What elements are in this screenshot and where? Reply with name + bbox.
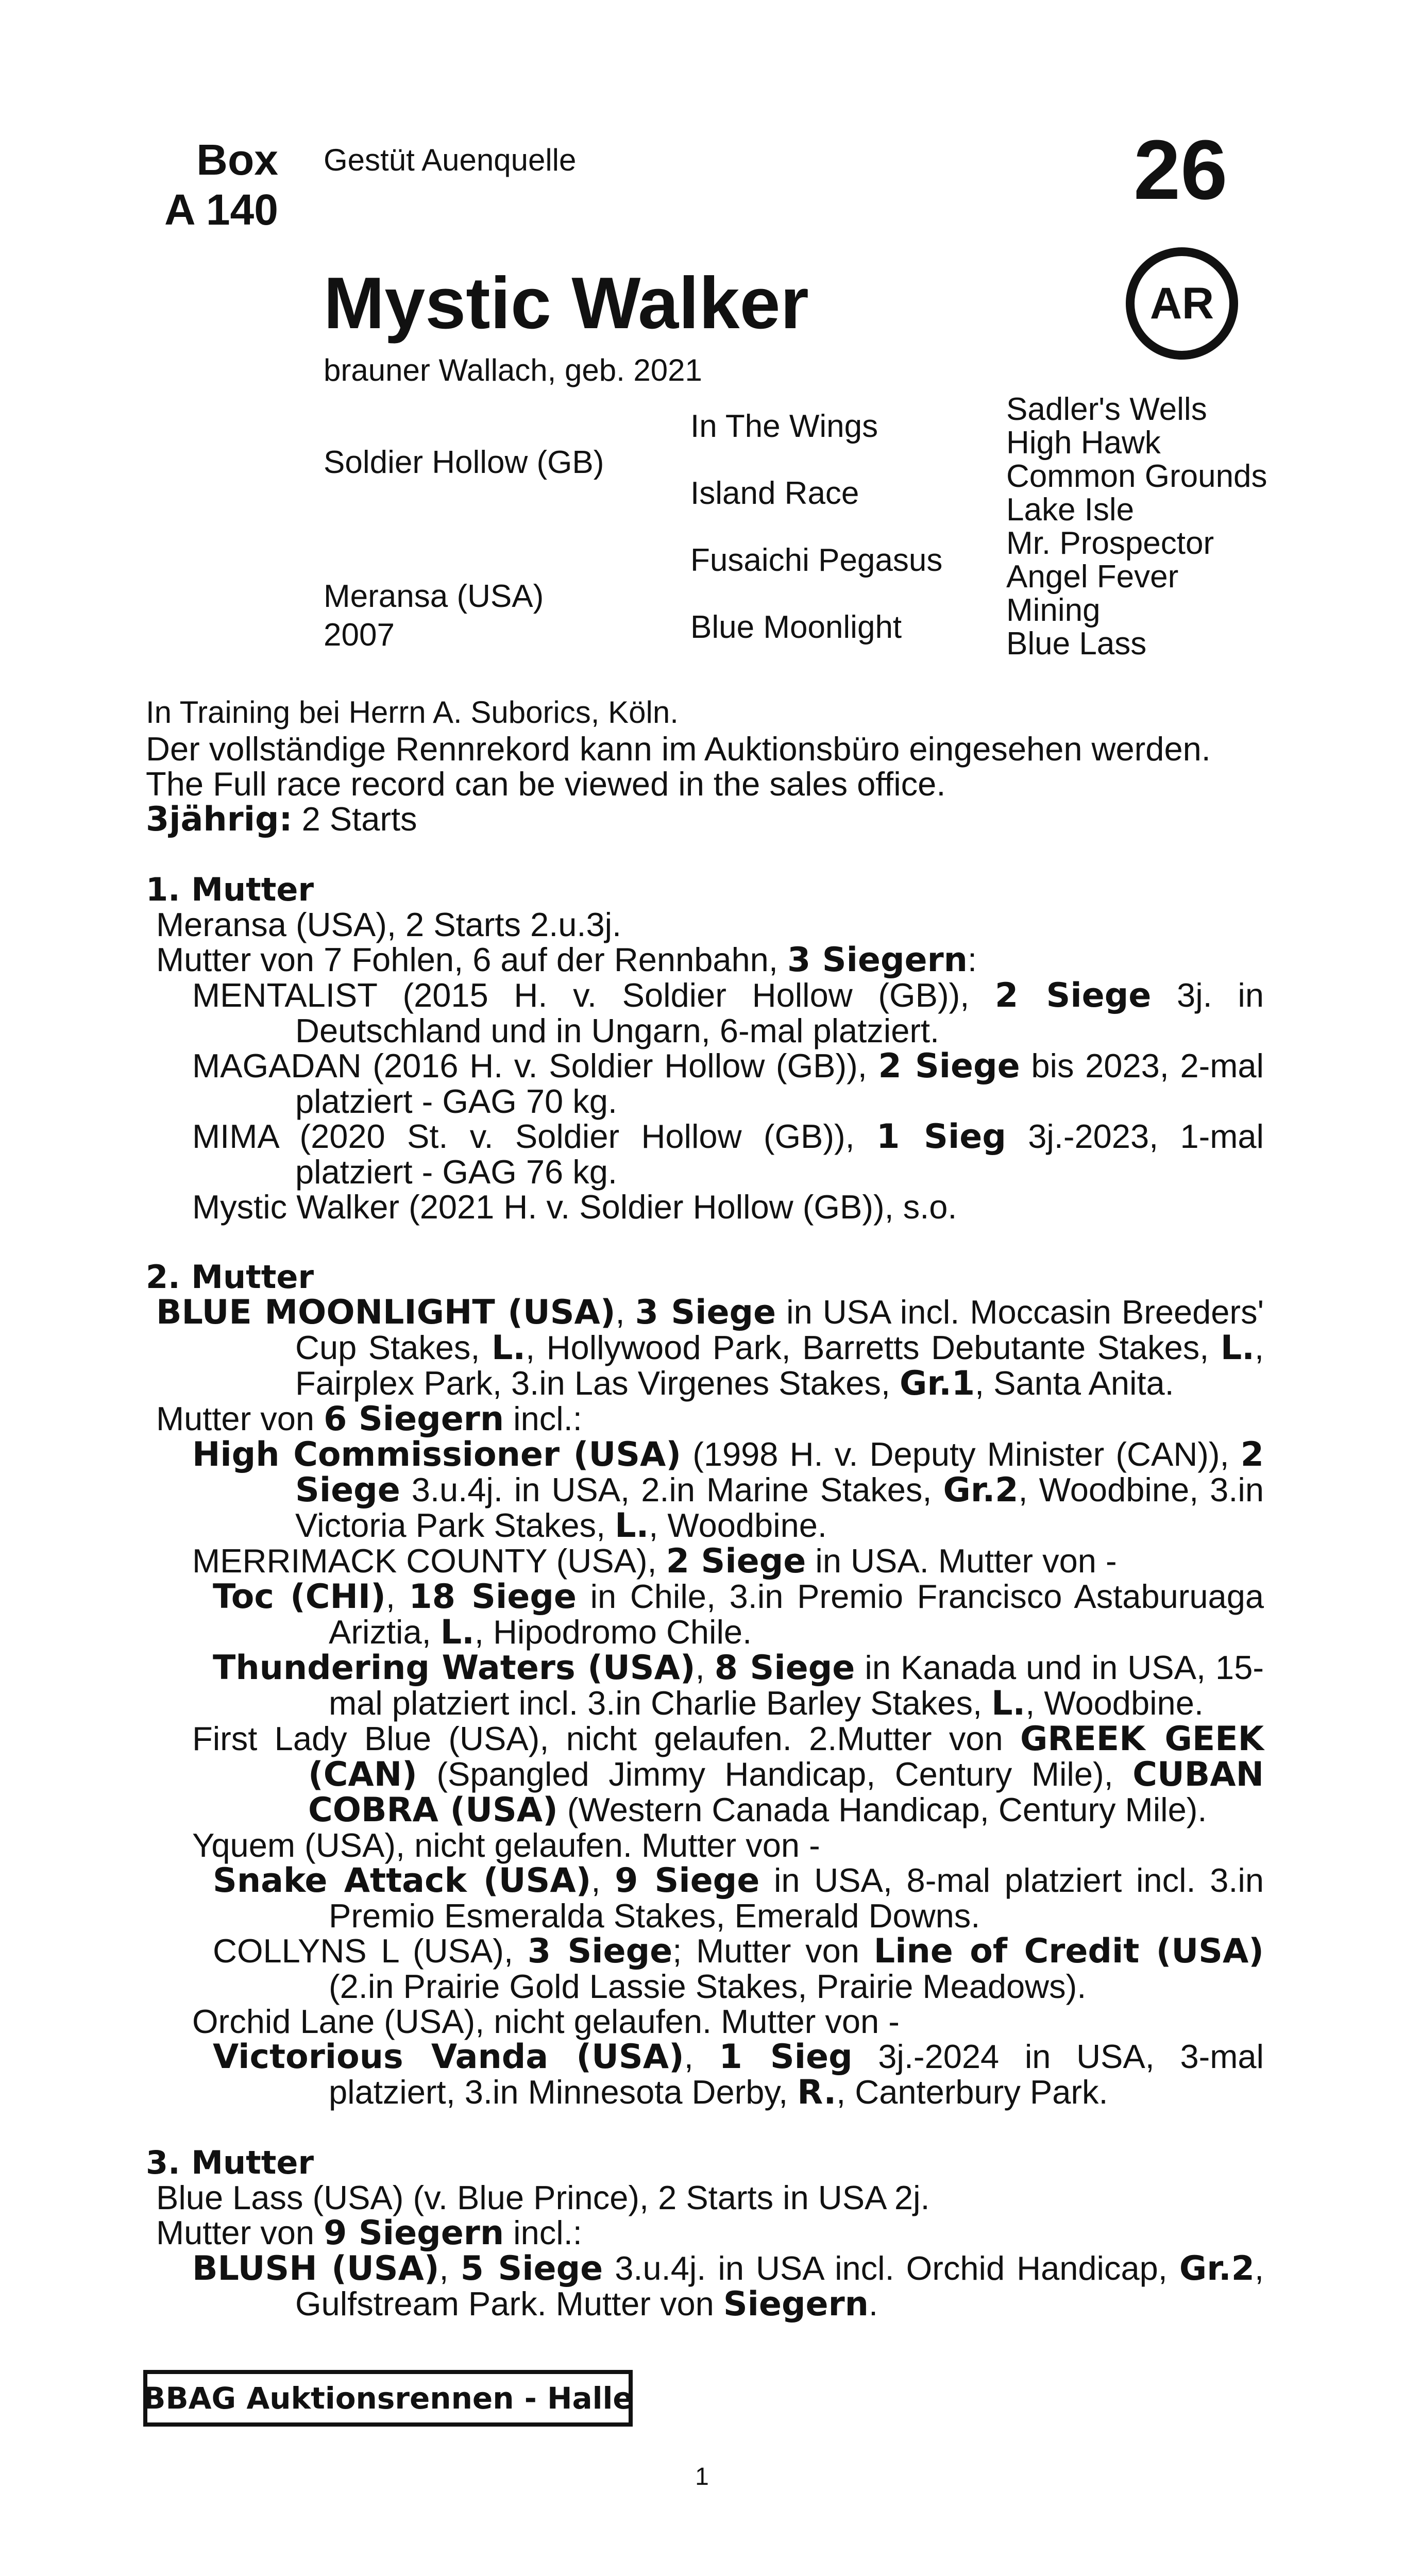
- heading-dam2: 2. Mutter: [146, 1258, 314, 1296]
- gen3-item: Angel Fever: [1006, 559, 1179, 595]
- progeny-item: MIMA (2020 St. v. Soldier Hollow (GB)), 1 Sieg 3j.-2023, 1-mal platziert - GAG 76 kg.: [192, 1117, 1264, 1191]
- gen3-item: Blue Lass: [1006, 626, 1147, 662]
- horse-name: Mystic Walker: [324, 262, 809, 344]
- gen3-item: Common Grounds: [1006, 459, 1267, 494]
- gen3-item: Mr. Prospector: [1006, 526, 1214, 561]
- grandprogeny-item: Toc (CHI), 18 Siege in Chile, 3.in Premio Francisco Astaburuaga Ariztia, L., Hipodromo Chile.: [213, 1578, 1264, 1652]
- dam-sire: Fusaichi Pegasus: [690, 543, 943, 578]
- lot-number: 26: [1134, 123, 1228, 217]
- grandprogeny-item: Victorious Vanda (USA), 1 Sieg 3j.-2024 in USA, 3-mal platziert, 3.in Minnesota Derby, R., Canterbury Park.: [213, 2038, 1264, 2112]
- gen3-item: Mining: [1006, 592, 1101, 628]
- pedigree-gen3: [1006, 393, 1267, 660]
- box-number: [139, 135, 278, 234]
- progeny-item: MENTALIST (2015 H. v. Soldier Hollow (GB)), 2 Siege 3j. in Deutschland und in Ungarn, 6-mal platziert.: [192, 976, 1264, 1049]
- dam2-winners: Mutter von 6 Siegern incl.:: [156, 1400, 582, 1438]
- heading-dam1: 1. Mutter: [146, 871, 314, 908]
- box-code: A 140: [164, 185, 278, 234]
- grandprogeny-item: COLLYNS L (USA), 3 Siege; Mutter von Line of Credit (USA) (2.in Prairie Gold Lassie Stakes, Prairie Meadows).: [213, 1932, 1264, 2005]
- auction-race-box: [143, 2370, 633, 2427]
- dam: Meransa (USA): [324, 579, 544, 614]
- progeny-item: Orchid Lane (USA), nicht gelaufen. Mutter von -: [192, 2003, 900, 2040]
- dam3-line: Blue Lass (USA) (v. Blue Prince), 2 Starts in USA 2j.: [156, 2179, 930, 2216]
- page-number: 1: [695, 2463, 709, 2490]
- dam3-winners: Mutter von 9 Siegern incl.:: [156, 2214, 582, 2252]
- progeny-item: MERRIMACK COUNTY (USA), 2 Siege in USA. Mutter von -: [192, 1542, 1117, 1581]
- ar-badge: AR: [1126, 247, 1238, 360]
- progeny-item: BLUSH (USA), 5 Siege 3.u.4j. in USA incl. Orchid Handicap, Gr.2, Gulfstream Park. Mutter von Siegern.: [192, 2249, 1264, 2324]
- gen3-item: High Hawk: [1006, 425, 1161, 461]
- box-label: Box: [196, 135, 278, 184]
- progeny-item: Mystic Walker (2021 H. v. Soldier Hollow (GB)), s.o.: [192, 1188, 957, 1226]
- heading-dam3: 3. Mutter: [146, 2144, 314, 2181]
- record-note-de: Der vollständige Rennrekord kann im Auktionsbüro eingesehen werden.: [146, 730, 1211, 768]
- dam-dam: Blue Moonlight: [690, 609, 902, 645]
- grandprogeny-item: Thundering Waters (USA), 8 Siege in Kanada und in USA, 15-mal platziert incl. 3.in Charlie Barley Stakes, L., Woodbine.: [213, 1649, 1264, 1723]
- age3-starts: 3jährig: 2 Starts: [146, 800, 417, 839]
- sire-dam: Island Race: [690, 476, 859, 511]
- dam2-record: BLUE MOONLIGHT (USA), 3 Siege in USA incl. Moccasin Breeders' Cup Stakes, L., Hollywood Park, Barretts Debutante Stakes, L., Fairplex Park, 3.in Las Virgenes Stakes, Gr.1, Santa Anita.: [156, 1293, 1264, 1403]
- progeny-item: MAGADAN (2016 H. v. Soldier Hollow (GB)), 2 Siege bis 2023, 2-mal platziert - GAG 70 kg.: [192, 1047, 1264, 1120]
- sire: Soldier Hollow (GB): [324, 445, 604, 480]
- sire-sire: In The Wings: [690, 409, 878, 444]
- gen3-item: Lake Isle: [1006, 492, 1135, 528]
- auction-race-label: BBAG Auktionsrennen - Halle: [143, 2381, 633, 2416]
- record-note-en: The Full race record can be viewed in the sales office.: [146, 765, 946, 803]
- progeny-item: High Commissioner (USA) (1998 H. v. Deputy Minister (CAN)), 2 Siege 3.u.4j. in USA, 2.in Marine Stakes, Gr.2, Woodbine, 3.in Victoria Park Stakes, L., Woodbine.: [192, 1435, 1264, 1545]
- training-note: In Training bei Herrn A. Suborics, Köln.: [146, 695, 679, 730]
- consignor: Gestüt Auenquelle: [324, 143, 577, 177]
- progeny-item: Yquem (USA), nicht gelaufen. Mutter von -: [192, 1826, 820, 1864]
- dam1-line: Meransa (USA), 2 Starts 2.u.3j.: [156, 906, 622, 943]
- horse-description: brauner Wallach, geb. 2021: [324, 353, 702, 387]
- race-record-text: [146, 732, 1264, 2322]
- gen3-item: Sadler's Wells: [1006, 392, 1207, 427]
- dam1-foals: Mutter von 7 Fohlen, 6 auf der Rennbahn, 3 Siegern:: [156, 941, 977, 979]
- grandprogeny-item: Snake Attack (USA), 9 Siege in USA, 8-mal platziert incl. 3.in Premio Esmeralda Stakes, Emerald Downs.: [213, 1861, 1264, 1935]
- progeny-item: First Lady Blue (USA), nicht gelaufen. 2.Mutter von GREEK GEEK (CAN) (Spangled Jimmy Handicap, Century Mile), CUBAN COBRA (USA) (Western Canada Handicap, Century Mile).: [192, 1720, 1264, 1829]
- dam-year: 2007: [324, 617, 395, 653]
